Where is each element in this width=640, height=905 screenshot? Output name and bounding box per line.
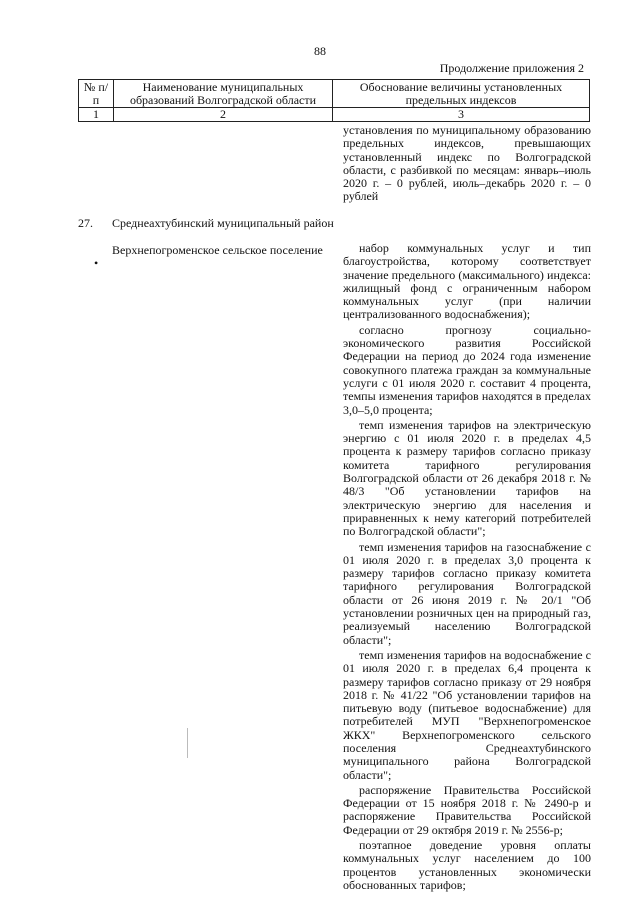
col-justification-header: Обоснование величины установленных предельных индексов <box>333 80 590 108</box>
col-municipality-index: 2 <box>114 108 333 122</box>
scan-margin-mark <box>187 728 188 758</box>
row-number: 27. <box>78 216 93 230</box>
col-municipality-header: Наименование муниципальных образований Волгоградской области <box>114 80 333 108</box>
district-name: Среднеахтубинский муниципальный район <box>112 216 334 230</box>
continued-paragraph: установления по муниципальному образованию предельных индексов, превышающих установленный индекс по Волгоградской области, с разбивкой по месяцам: январь–июль 2020 г. – 0 рублей, июль–декабрь 2020 г. – 0 рублей <box>343 123 591 204</box>
col-justification-index: 3 <box>333 108 590 122</box>
paragraph-water: темп изменения тарифов на водоснабжение с 01 июля 2020 г. в пределах 6,4 процента к размеру тарифов согласно приказу от 29 ноября 2018 г. № 41/22 "Об установлении тарифов на питьевую воду (питьевое водоснабжение) для потребителей МУП "Верхнепогроменское ЖКХ" Верхнепогроменского сельского поселения Среднеахтубинского муниципального района Волгоградской области"; <box>343 647 591 782</box>
paragraph-gas: темп изменения тарифов на газоснабжение с 01 июля 2020 г. в пределах 3,0 процента к размеру тарифов согласно приказу комитета тарифного регулирования Волгоградской области от 26 июня 2019 г. № 20/1 "Об установлении розничных цен на природный газ, реализуемый населению Волгоградской области"; <box>343 539 591 647</box>
continuation-label: Продолжение приложения 2 <box>439 61 584 75</box>
paragraph-forecast: согласно прогнозу социально-экономического развития Российской Федерации на период до 2024 года изменение совокупного платежа граждан за коммунальные услуги с 01 июля 2020 г. составит 4 процента, темпы изменения тарифов находятся в пределах 3,0–5,0 процента; <box>343 322 591 417</box>
justification-text-block <box>343 242 591 894</box>
page-number: 88 <box>314 44 326 58</box>
col-number-index: 1 <box>79 108 114 122</box>
continued-text-block <box>343 124 591 204</box>
paragraph-phased-payment: поэтапное доведение уровня оплаты коммунальных услуг населением до 100 процентов установленных экономически обоснованных тарифов; <box>343 838 591 892</box>
settlement-name: Верхнепогроменское сельское поселение <box>112 243 323 257</box>
paragraph-utility-set: набор коммунальных услуг и тип благоустройства, которому соответствует значение предельного (максимального) индекса: жилищный фонд с ограниченным набором коммунальных услуг (при наличии централизованного водоснабжения); <box>343 241 591 322</box>
col-number-header: № п/п <box>79 80 114 108</box>
paragraph-government-orders: распоряжение Правительства Российской Федерации от 15 ноября 2018 г. № 2490-р и распоряжение Правительства Российской Федерации от 29 октября 2019 г. № 2556-р; <box>343 782 591 837</box>
paragraph-electricity: темп изменения тарифов на электрическую энергию с 01 июля 2020 г. в пределах 4,5 процента к размеру тарифов согласно приказу комитета тарифного регулирования Волгоградской области от 26 декабря 2018 г. № 48/3 "Об установлении тарифов на электрическую энергию для населения и приравненных к нему категорий потребителей по Волгоградской области"; <box>343 417 591 539</box>
table-header <box>78 79 590 122</box>
bullet-mark: • <box>94 256 99 270</box>
